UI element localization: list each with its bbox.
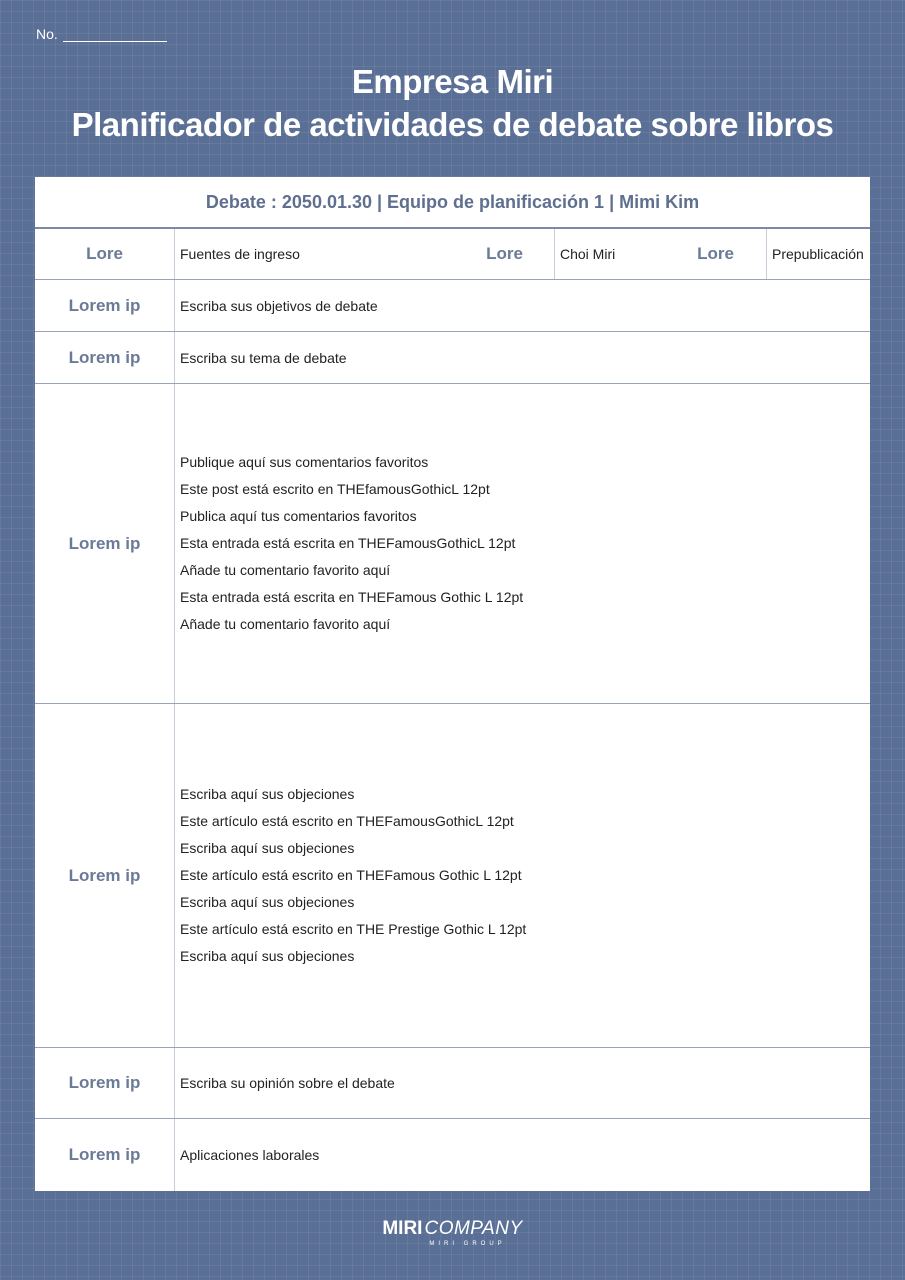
row-text: Este post está escrito en THEfamousGothicL 12pt [180, 481, 490, 497]
company-logo [0, 1218, 905, 1247]
row-label: Lorem ip [35, 280, 175, 331]
page-title-line-2: Planificador de actividades de debate sobre libros [71, 106, 834, 143]
row-label: Lorem ip [35, 332, 175, 383]
info-row [35, 229, 870, 280]
row-text: Añade tu comentario favorito aquí [180, 562, 391, 578]
row-text: Publica aquí tus comentarios favoritos [180, 508, 417, 524]
row-label: Lorem ip [35, 1048, 175, 1118]
row-text: Escriba aquí sus objeciones [180, 894, 355, 910]
row-text: Escriba aquí sus objeciones [180, 948, 355, 964]
row-text: Esta entrada está escrita en THEFamousGothicL 12pt [180, 535, 516, 551]
page-title-line-1: Empresa Miri [351, 63, 554, 100]
row-text: Publique aquí sus comentarios favoritos [180, 454, 429, 470]
table-row [35, 332, 870, 384]
info-label-2: Lore [455, 229, 555, 279]
row-text: Escriba aquí sus objeciones [180, 786, 355, 802]
row-label: Lorem ip [35, 1119, 175, 1191]
document-number-label: No. [36, 26, 58, 42]
table-row [35, 384, 870, 704]
row-content [175, 1048, 870, 1118]
info-label-1: Lore [35, 229, 175, 279]
logo-brand-bold: MIRI [382, 1218, 423, 1239]
row-text: Escriba su opinión sobre el debate [180, 1075, 395, 1091]
info-value-3: Prepublicación [772, 246, 864, 262]
logo-subtitle: MIRI GROUP [429, 1241, 506, 1247]
row-content [175, 332, 870, 383]
row-text: Este artículo está escrito en THE Prestige Gothic L 12pt [180, 921, 527, 937]
row-text: Este artículo está escrito en THEFamous Gothic L 12pt [180, 867, 522, 883]
table-row [35, 704, 870, 1048]
row-text: Escriba sus objetivos de debate [180, 297, 378, 314]
page-title [0, 60, 905, 146]
row-content [175, 280, 870, 331]
info-value-1: Fuentes de ingreso [180, 246, 300, 262]
row-text: Aplicaciones laborales [180, 1147, 320, 1163]
debate-header: Debate : 2050.01.30 | Equipo de planificación 1 | Mimi Kim [35, 177, 870, 229]
row-label: Lorem ip [35, 384, 175, 703]
planner-sheet [35, 177, 870, 1191]
info-value-2: Choi Miri [560, 246, 616, 262]
table-row [35, 1048, 870, 1119]
info-label-3: Lore [665, 229, 767, 279]
document-number [36, 26, 167, 42]
row-text: Esta entrada está escrita en THEFamous Gothic L 12pt [180, 589, 524, 605]
row-content [175, 1119, 870, 1191]
row-label: Lorem ip [35, 704, 175, 1047]
row-content [175, 704, 870, 1047]
row-text: Este artículo está escrito en THEFamousGothicL 12pt [180, 813, 514, 829]
row-text: Añade tu comentario favorito aquí [180, 616, 391, 632]
table-row [35, 1119, 870, 1191]
logo-brand-italic: COMPANY [424, 1218, 523, 1239]
table-row [35, 280, 870, 332]
row-content [175, 384, 870, 703]
row-text: Escriba su tema de debate [180, 349, 347, 366]
row-text: Escriba aquí sus objeciones [180, 840, 355, 856]
document-number-blank [63, 27, 167, 42]
